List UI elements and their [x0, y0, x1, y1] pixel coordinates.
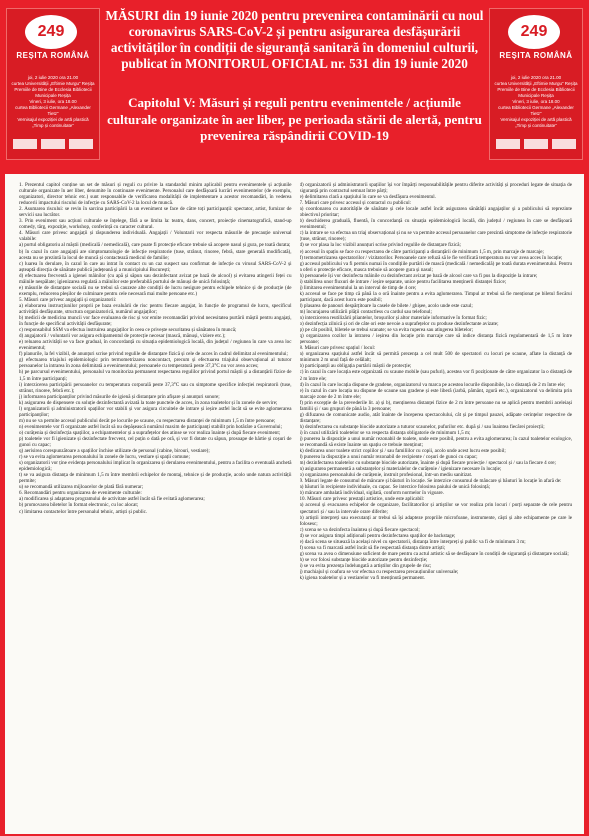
paragraph: c) limitarea contactelor între personalul tehnic, artiști și public. — [19, 508, 148, 515]
paragraph: e) dacă scena se situează la același nivel cu spectatorii, distanța între interpreți și public va fi de minimum 3 m; — [299, 538, 526, 545]
paragraph: a) organizarea spațiului astfel încât să permită prezența a cel mult 500 de spectatori cu locuri pe scaune, aflate la distanță de minimum 2 m unul față de celălalt; — [299, 351, 572, 364]
paragraph: n) asigurarea permanentă a substanțelor și materialelor de curățenie / igienizare necesare în locație; — [299, 466, 502, 473]
poster-line: Premiile de Bine de Ecclesia Bibliotecii Municipale Reșița — [14, 87, 92, 98]
paragraph: j) limitarea evenimentului la un interval de timp de 4 ore; — [299, 284, 417, 291]
paragraph: c) la intrare se va efectua un triaj observațional și nu se va permite accesul persoanelor care prezintă simptome de infecție respiratorie (tuse, strănut, rinoree); — [299, 230, 572, 243]
paragraph: i) interzicerea participării persoanelor cu temperatura corporală peste 37,3°C sau cu simptome specifice infecției respiratorii (tuse, strănut, rinoree, febră etc.); — [19, 381, 292, 394]
paragraph: u) se recomandă utilizarea mijloacelor de plată fără numerar; — [19, 484, 144, 491]
sponsor-logos — [496, 139, 576, 153]
paragraph: 8. Măsuri care privesc spațiul / locul: — [299, 345, 376, 352]
paragraph: l) plasarea de panouri despărțitoare la casele de bilete / ghișee, acolo unde este cazul; — [299, 302, 473, 309]
paragraph: g) accesul publicului va fi permis numai în condițiile purtării de mască (medicală / nemedicală) pe toată durata evenimentului. Pentru a oferi o protecție eficace, masca trebuie să acopere gura și nasul; — [299, 260, 572, 273]
paragraph: 7. Măsuri care privesc accesul și contactul cu publicul: — [299, 200, 412, 207]
paragraph: k) dedicarea unor toalete strict copiilor și / sau familiilor cu copii, acolo unde acest lucru este posibil; — [299, 448, 506, 455]
paragraph: o) organizarea personalului de curățenie, instruit profesional, într-un mediu sanitizat. — [299, 472, 473, 479]
header-banner — [0, 0, 589, 172]
paragraph: a) coordonarea cu autoritățile de sănătate și cele locale astfel încât asigurarea sănătății angajaților și a publicului să reprezinte obiectivul prioritar; — [299, 206, 572, 219]
poster-line: Vineri, 3 iulie, ora 18.00 — [512, 99, 560, 104]
paragraph: i) stabilirea unor fluxuri de intrare / ieșire separate, unice pentru facilitarea menținerii distanței fizice; — [299, 278, 507, 285]
paragraph: c) în cazul în care locația este organizată cu scaune mobile (sau pufuri), acestea vor fi poziționate de către organizator la o distanță de 2 m între ele; — [299, 369, 572, 382]
paragraph: 2. Asumarea riscului: se revin în sarcina participării la un eveniment se face de către toți participanții: spectator, artist, furnizor de servicii sau lucrător. — [19, 206, 292, 219]
paragraph: d) se vor plasa la loc vizibil anunțuri scrise privind regulile de distanțare fizică; — [299, 242, 461, 249]
poster-number: 249 — [508, 15, 560, 49]
paragraph: h) persoanele își vor dezinfecta mâinile cu dezinfectant avizat pe bază de alcool care va fi pus la dispoziție la intrare; — [299, 272, 538, 279]
paragraph: l) organizatorii și administratorii spațiilor vor stabili și vor asigura circuitele de intrare și ieșire astfel încât să se evite aglomerarea participanților; — [19, 405, 292, 418]
paragraph: l) punerea la dispoziție a unui număr rezonabil de recipiente / coșuri de gunoi cu capac; — [299, 454, 478, 461]
paragraph: h) se vor folosi substanțe biocide autorizate pentru dezinfecție; — [299, 556, 428, 563]
paragraph: i) se va evita prezența îndelungată a artiștilor din grupele de risc; — [299, 562, 432, 569]
text-column-right — [300, 182, 573, 830]
paragraph: b) în cazul în care angajații are simptomatologie de infecție respiratorie (tuse, strănut, rinoree, febră, stare generală modificată), acesta nu se prezintă la locul de muncă și contactează medicul de familie; — [19, 248, 292, 261]
paragraph: g) difuzarea de comunicate audio, atât înainte de începerea spectacolului, cât și pe timpul pauzei, adăpate cerințelor respective de distanțare; — [299, 411, 572, 424]
paragraph: a) accesul și evacuarea echipelor de organizare, facilitatorilor și artiștilor se vor realiza prin locuri / porți separate de cele pentru spectatori și / sau la intervale orare diferite; — [299, 502, 572, 515]
paragraph: f) prin excepție de la prevederile lit. a) și b), menținerea distanței fizice de 2 m între persoane nu se aplică pentru membrii aceleiași familii și / sau grupuri de până la 3 persoane; — [299, 399, 572, 412]
poster-details — [11, 75, 95, 129]
paragraph: k) accesul se face pe timp că până la o oră înainte pentru a evita aglomerarea. Timpul ar trebui să fie menționat pe biletul fiecărui participant, dacă acest lucru este posibil; — [299, 290, 572, 303]
paragraph: 4. Măsuri care privesc angajații și răspunderea individuală. Angajații / Voluntarii vor respecta măsurile de precauție universal valabile: — [19, 230, 292, 243]
paragraph: b) participanții au obligația purtării măștii de protecție; — [299, 363, 412, 370]
paragraph: b) promovarea biletelor în format electronic, cu loc alocat; — [19, 502, 139, 509]
poster-line: „Timp și continuitate” — [32, 123, 74, 128]
event-poster-left — [6, 8, 100, 160]
paragraph: 5. Măsuri care privesc angajații și organizatorii: — [19, 296, 117, 303]
paragraph: p) toaletele vor fi igienizate și dezinfectate frecvent, cel puțin o dată pe oră, și vor fi dotate cu săpun, prosoape de hârtie și coșuri de gunoi cu capac; — [19, 435, 292, 449]
paragraph: 3. Prin eveniment sau acțiuni culturale se înțelege, fără a se limita la: teatru, dans, concert, proiecție cinematografică, stand-up comedy, târg, expoziție, workshop, conferință cu caracter cultural. — [19, 218, 292, 231]
event-poster-right — [489, 8, 583, 160]
paragraph: e) delimitarea clară a spațiului în care se va desfășura evenimentul. — [299, 194, 436, 201]
poster-number: 249 — [25, 15, 77, 49]
paragraph: 9. Măsuri legate de consumul de mâncare și băuturi în locație. Se interzice consumul de mâncare și băuturi în locație în afară de: — [299, 478, 562, 485]
paragraph: b) deschiderea graduală, fluentă, în concordanță cu situația epidemiologică locală, din județul / regiunea în care se desfășoară evenimentul; — [299, 218, 572, 231]
poster-line: curtea Universității „Eftimie Murgu” Reșița — [11, 81, 95, 86]
paragraph: a) modificarea și adaptarea programului de activitate astfel încât să fie evitată aglomerarea; — [19, 496, 205, 503]
paragraph: 10. Măsuri care privesc prestații artistice, unde este aplicabil: — [299, 496, 425, 503]
paragraph: d) efectuarea frecventă a igienei mâinilor (cu apă și săpun sau dezinfectant avizat pe bază de alcool) și evitarea atingerii feței cu mâinile nespălate; igienizarea regulată a mâinilor este preferabilă portului de mănuși de unică folosință; — [19, 272, 292, 285]
poster-line: Vineri, 3 iulie, ora 18.00 — [29, 99, 77, 104]
document-body — [5, 174, 584, 834]
paragraph: f) scena va fi marcată astfel încât să fie respectată distanța dintre artiști; — [299, 544, 446, 551]
paragraph: c) luarea în derulare, în cazul în care au intrat în contact cu un caz suspect sau confirmat de infecție cu virusul SARS-CoV-2 și așteaptă direcția de sănătate publică județeană și a municipiului București; — [19, 260, 292, 273]
paragraph: i) în cazul utilizării toaletelor se va respecta distanța obligatorie de minimum 1,5 m; — [299, 429, 471, 436]
poster-brand: REȘITA ROMÂNĂ — [499, 51, 573, 60]
paragraph: q) organizarea cozilor la intrarea / ieșirea din locație prin marcaje care să indice distanța fizică regulamentară de 1,5 m între persoane; — [299, 333, 572, 346]
paragraph: m) nu se va permite accesul publicului decât pe locurile pe scaune, cu respectarea distanței de minimum 1,5 m între persoane; — [19, 417, 276, 424]
paragraph: j) punerea la dispoziție a unui număr rezonabil de toalete, unde este posibil, pentru a evita aglomerarea; în cazul toaletelor ecologice, se recomandă să existe înainte un spațiu ce trebuie menținut; — [299, 435, 572, 449]
paragraph: h) pe parcursul evenimentului, personalul va monitoriza permanent respectarea regulilor privind portul măștii și a distanțării fizice de 1,5 m între participanți; — [19, 369, 292, 382]
paragraph: e) accesul în spațiu se face cu respectarea de către participanți a distanțării de minimum 1,5 m, prin marcaje de marcaje; — [299, 248, 544, 255]
paragraph: r) se va evita aglomerarea personalului în zonele de lucru, vestiare și spații comune; — [19, 454, 190, 461]
poster-line: joi, 2 iulie 2020 ora 21.00 — [27, 75, 79, 80]
paragraph: s) organizatorii vor ține evidența personalului implicat în organizarea și derularea evenimentului, pentru a facilita o eventuală anchetă epidemiologică; — [19, 460, 292, 473]
paragraph: 1. Prezentul capitol conține un set de măsuri și reguli cu privire la standardul minim aplicabil pentru evenimentele și acțiunile culturale organizate în aer liber, denumite în continuare evenimente. Personalul care desfășoară lucrări evenimentelor (de exemplu, organizatori, director tehnic etc.) sunt responsabile de verificarea modalității de implementare a acestor recomandări, în vederea reducerii impactului riscului de infecție cu SARS-CoV-2 la locul de muncă. — [19, 182, 292, 207]
paragraph: f) termometrizarea spectatorilor / vizitatorilor. Persoanele care refuză să le fie verificată temperatura nu vor avea acces în locație; — [299, 254, 563, 261]
paragraph: j) machiajul și coafura se vor efectua cu respectarea precauțiunilor universale; — [299, 569, 459, 575]
paragraph: n) interzicerea reutilizării pliantelor, broșurilor și altor materiale informative în format fizic; — [299, 315, 487, 322]
poster-line: curtea Bibliotecii Germane „Alexander Tietz” — [15, 105, 91, 116]
paragraph: g) scena va avea o dimensiune suficient de mare pentru ca actul artistic să se desfășoare în condiții de siguranță și distanțare socială; — [299, 550, 569, 557]
paragraph: e) în cazul în care locația nu dispune de scaune sau gradene și este liberă (iarbă, pământ, zgură etc.), organizatorul va delimita prin marcaje zone de 2 m între ele; — [299, 387, 572, 400]
document-title: MĂSURI din 19 iunie 2020 pentru prevenirea contaminării cu noul coronavirus SARS-CoV-2 și pentru asigurarea desfășurării activităților în condiții de siguranță sanitară în domeniul culturii, publicat în MONITORUL OFICIAL nr. 531 din 19 iunie 2020 — [105, 8, 484, 71]
paragraph: h) dezinfectarea cu substanțe biocide autorizate a tuturor scaunelor, pufurilor etc. după și / sau înaintea fiecărei proiecții; — [299, 423, 545, 430]
paragraph: k) igiena toaletelor și a vestiarelor va fi menținută permanent. — [299, 575, 426, 582]
paragraph: b) medicii de medicina muncii vor face evaluarea de risc și vor emite recomandări privind necesitatea purtării măștii pentru angajați, în funcție de specificul activității desfășurate; — [19, 315, 292, 328]
paragraph: d) organizatorii și administratorii spațiilor își vor împărți responsabilitățile pentru diferite activități și proceduri legate de situația de siguranță prin contractul semnat între părți; — [299, 182, 572, 195]
chapter-title: Capitolul V: Măsuri și reguli pentru evenimentele / acțiunile culturale organizate în aer liber, pe perioada stării de alertă, pentru prevenirea răspândirii COVID-19 — [107, 95, 482, 143]
paragraph: a) portul obligatoriu al măștii (medicală / nemedicală), care poate fi protecție eficace trebuie să acopere nasul și gura, pe toată durata; — [19, 242, 291, 249]
poster-line: Premiile de Bine de Ecclesia Bibliotecii Municipale Reșița — [497, 87, 575, 98]
text-column-left — [19, 182, 292, 830]
paragraph: g) efectuarea triajului epidemiologic prin termometrizarea noncontact, precum și efectuarea triajului observațional al tuturor persoanelor la intrarea în zona delimitată a evenimentului; persoanele cu temperatură peste 37,3°C nu vor avea acces; — [19, 357, 292, 370]
poster-details — [494, 75, 578, 129]
paragraph: p) pe cât posibil, biletele se trebui scanate; se va evita ruperea sau atingerea biletelor; — [299, 327, 474, 334]
sponsor-logos — [13, 139, 93, 153]
paragraph: f) planurile, la fel vizibil, de anunțuri scrise privind regulile de distanțare fizică și cele de acces în cadrul delimitat al evenimentului; — [19, 351, 288, 358]
paragraph: e) măsurile de distanțare socială nu se trebui să cauzeze alte condiții de lucru nesigure pentru echipele tehnice și de producție (de exemplu, reducerea pleșilor de culminare pentru cele necesară mai multe persoane etc.) — [19, 284, 292, 297]
paragraph: d) în cazul în care locația dispune de gradene, organizatorul va marca pe acestea locurile disponibile, la o distanță de 2 m între ele; — [299, 381, 566, 388]
paragraph: o) curățenia și dezinfecția spațiilor, a echipamentelor și a suprafețelor des atinse se vor realiza înainte și după fiecare eveniment; — [19, 429, 281, 436]
paragraph: k) asigurarea de dispensere cu soluție dezinfectantă avizată la toate punctele de acces, în zona toaletelor și în zonele de servire; — [19, 399, 278, 406]
paragraph: j) informarea participanților privind măsurile de igienă și distanțare prin afișare și anunțuri sonore; — [19, 393, 220, 400]
paragraph: e) reluarea activității se va face gradual, în concordanță cu situația epidemiologică locală, din județul / regiunea în care va avea loc evenimentul; — [19, 339, 292, 352]
poster-line: curtea Bibliotecii Germane „Alexander Tietz” — [498, 105, 574, 116]
paragraph: b) artiștii interpreți sau executanți ar trebui să își adapteze propriile microfoane, instrumente, căști și alte echipamente pe care le folosesc; — [299, 514, 572, 527]
paragraph: t) se va asigura distanța de minimum 1,5 m între membrii echipelor de montaj, tehnice și de producție, acolo unde natura activității permite; — [19, 472, 292, 485]
poster-brand: REȘITA ROMÂNĂ — [16, 51, 90, 60]
paragraph: c) responsabilul SSM va efectua instruirea angajaților în ceea ce privește securitatea și sănătatea în muncă; — [19, 327, 237, 334]
paragraph: 6. Recomandări pentru organizarea de evenimente culturale: — [19, 490, 142, 497]
paragraph: n) evenimentele vor fi organizate astfel încât să nu depășească numărul maxim de participanți stabilit prin hotărâre a Guvernului; — [19, 423, 282, 430]
paragraph: b) mâncare ambalată individual, sigilată, conform normelor în vigoare. — [299, 490, 444, 497]
paragraph: a) băuturi în recipiente individuale, cu capac. Se interzice folosirea paiului de unică folosință; — [299, 484, 491, 491]
paragraph: d) se vor asigura timpi adiționali pentru dezinfectarea spațiilor de backstage; — [299, 532, 456, 539]
paragraph: m) dezinfectarea toaletelor cu substanțe biocide autorizate, înainte și după fiecare proiecție / spectacol și / sau la fiecare 4 ore; — [299, 460, 556, 467]
poster-line: curtea Universității „Eftimie Murgu” Reșița — [494, 81, 578, 86]
paragraph: m) încurajarea utilizării plății contactless cu cardul sau telefonul; — [299, 308, 432, 315]
paragraph: q) aerisirea corespunzătoare a spațiilor închise utilizate de personal (cabine, birouri, vestiare); — [19, 448, 210, 455]
poster-line: Vernisajul expoziției de artă plastică — [17, 117, 89, 122]
poster-line: joi, 2 iulie 2020 ora 21.00 — [510, 75, 562, 80]
paragraph: d) angajatorii / voluntarii vor asigura echipamentul de protecție necesar (mască, mănuși, viziere etc.); — [19, 333, 226, 340]
poster-line: „Timp și continuitate” — [515, 123, 557, 128]
paragraph: a) elaborarea instrucțiunilor proprii pe baza evaluării de risc pentru fiecare angajat, în funcție de programul de lucru, specificul activității desfășurate, structura organizatorică, numărul angajaților; — [19, 302, 292, 315]
paragraph: c) scena se va dezinfecta înaintea și după fiecare spectacol; — [299, 526, 420, 533]
paragraph: o) dezinfecția zilnică și ori de câte ori este nevoie a suprafețelor cu produse dezinfectante avizate; — [299, 321, 499, 328]
poster-line: Vernisajul expoziției de artă plastică — [500, 117, 572, 122]
